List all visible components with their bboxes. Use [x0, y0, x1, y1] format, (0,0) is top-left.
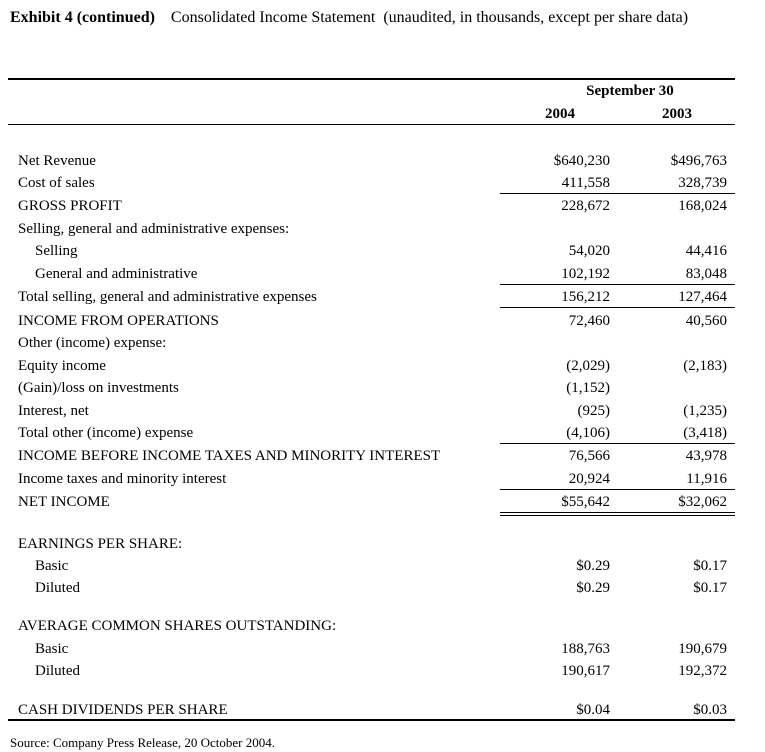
row-label: CASH DIVIDENDS PER SHARE: [18, 702, 228, 718]
value-2004: (925): [577, 403, 610, 419]
value-2004: $0.29: [576, 558, 610, 574]
table-row: [0, 377, 765, 399]
row-label: INCOME FROM OPERATIONS: [18, 313, 219, 329]
value-2003: $496,763: [670, 153, 727, 169]
table-row: [0, 195, 765, 217]
value-2003: $0.17: [693, 558, 727, 574]
value-2004: 54,020: [568, 243, 610, 259]
double-rule: [500, 512, 735, 513]
value-2004: $640,230: [553, 153, 610, 169]
row-label: Cost of sales: [18, 175, 95, 191]
row-label: (Gain)/loss on investments: [18, 380, 179, 396]
value-2003: 168,024: [678, 198, 727, 214]
table-row: [0, 699, 765, 721]
row-label: EARNINGS PER SHARE:: [18, 536, 183, 552]
statement-title: Consolidated Income Statement: [170, 9, 376, 26]
exhibit-title: [10, 7, 762, 29]
table-row: [0, 240, 765, 262]
statement-subtitle: (unaudited, in thousands, except per share data): [383, 9, 689, 26]
row-label: GROSS PROFIT: [18, 198, 122, 214]
row-label: Diluted: [35, 580, 80, 596]
table-row: [0, 555, 765, 577]
subtotal-rule: [500, 489, 735, 490]
period-header: September 30: [586, 83, 674, 99]
row-label: Equity income: [18, 358, 106, 374]
value-2003: 83,048: [685, 266, 727, 282]
table-row: [0, 263, 765, 285]
value-2004: $55,642: [561, 494, 610, 510]
table-row: [0, 286, 765, 308]
value-2004: 228,672: [561, 198, 610, 214]
value-2003: 44,416: [685, 243, 727, 259]
row-label: Total selling, general and administrative expenses: [18, 289, 317, 305]
value-2003: 192,372: [678, 663, 727, 679]
value-2004: $0.04: [576, 702, 610, 718]
value-2004: 190,617: [561, 663, 610, 679]
row-label: Basic: [35, 641, 69, 657]
exhibit-label: Exhibit 4 (continued): [10, 9, 155, 26]
value-2003: 11,916: [686, 471, 727, 487]
header-rule: [8, 124, 735, 125]
year-header-2004: 2004: [545, 106, 575, 122]
table-row: [0, 660, 765, 682]
subtotal-rule: [500, 443, 735, 444]
table-row: [0, 172, 765, 194]
year-header-2003: 2003: [662, 106, 692, 122]
row-label: General and administrative: [35, 266, 198, 282]
table-row: [0, 638, 765, 660]
row-label: NET INCOME: [18, 494, 110, 510]
row-label: Income taxes and minority interest: [18, 471, 227, 487]
value-2003: (2,183): [683, 358, 727, 374]
row-label: Basic: [35, 558, 69, 574]
row-label: Total other (income) expense: [18, 425, 194, 441]
table-row: [0, 615, 765, 637]
value-2003: 328,739: [678, 175, 727, 191]
value-2004: 72,460: [568, 313, 610, 329]
source-note: Source: Company Press Release, 20 October 2004.: [10, 735, 276, 750]
value-2003: $32,062: [678, 494, 727, 510]
table-row: [0, 355, 765, 377]
row-label: AVERAGE COMMON SHARES OUTSTANDING:: [18, 618, 337, 634]
bottom-rule: [8, 719, 735, 721]
value-2004: 411,558: [561, 175, 610, 191]
table-row: [0, 468, 765, 490]
table-row: [0, 445, 765, 467]
row-label: INCOME BEFORE INCOME TAXES AND MINORITY INTEREST: [18, 448, 441, 464]
value-2004: (4,106): [566, 425, 610, 441]
value-2003: (3,418): [683, 425, 727, 441]
table-row: [0, 150, 765, 172]
table-row: [0, 310, 765, 332]
table-row: [0, 491, 765, 513]
table-row: [0, 400, 765, 422]
row-label: Diluted: [35, 663, 80, 679]
table-row: [0, 422, 765, 444]
value-2004: (1,152): [566, 380, 610, 396]
value-2004: 188,763: [561, 641, 610, 657]
table-row: [0, 533, 765, 555]
value-2003: (1,235): [683, 403, 727, 419]
row-label: Net Revenue: [18, 153, 96, 169]
value-2003: $0.17: [693, 580, 727, 596]
subtotal-rule: [500, 307, 735, 308]
value-2004: (2,029): [566, 358, 610, 374]
double-rule: [500, 515, 735, 516]
table-row: [0, 218, 765, 240]
value-2004: $0.29: [576, 580, 610, 596]
value-2004: 156,212: [561, 289, 610, 305]
value-2003: 43,978: [685, 448, 727, 464]
subtotal-rule: [500, 193, 735, 194]
value-2003: 127,464: [678, 289, 727, 305]
table-row: [0, 577, 765, 599]
value-2003: 190,679: [678, 641, 727, 657]
row-label: Other (income) expense:: [18, 335, 167, 351]
subtotal-rule: [500, 284, 735, 285]
row-label: Selling: [35, 243, 78, 259]
value-2004: 102,192: [561, 266, 610, 282]
table-row: [0, 332, 765, 354]
value-2003: $0.03: [693, 702, 727, 718]
value-2003: 40,560: [685, 313, 727, 329]
row-label: Interest, net: [18, 403, 89, 419]
row-label: Selling, general and administrative expenses:: [18, 221, 290, 237]
value-2004: 20,924: [568, 471, 610, 487]
value-2004: 76,566: [568, 448, 610, 464]
top-rule: [8, 78, 735, 80]
